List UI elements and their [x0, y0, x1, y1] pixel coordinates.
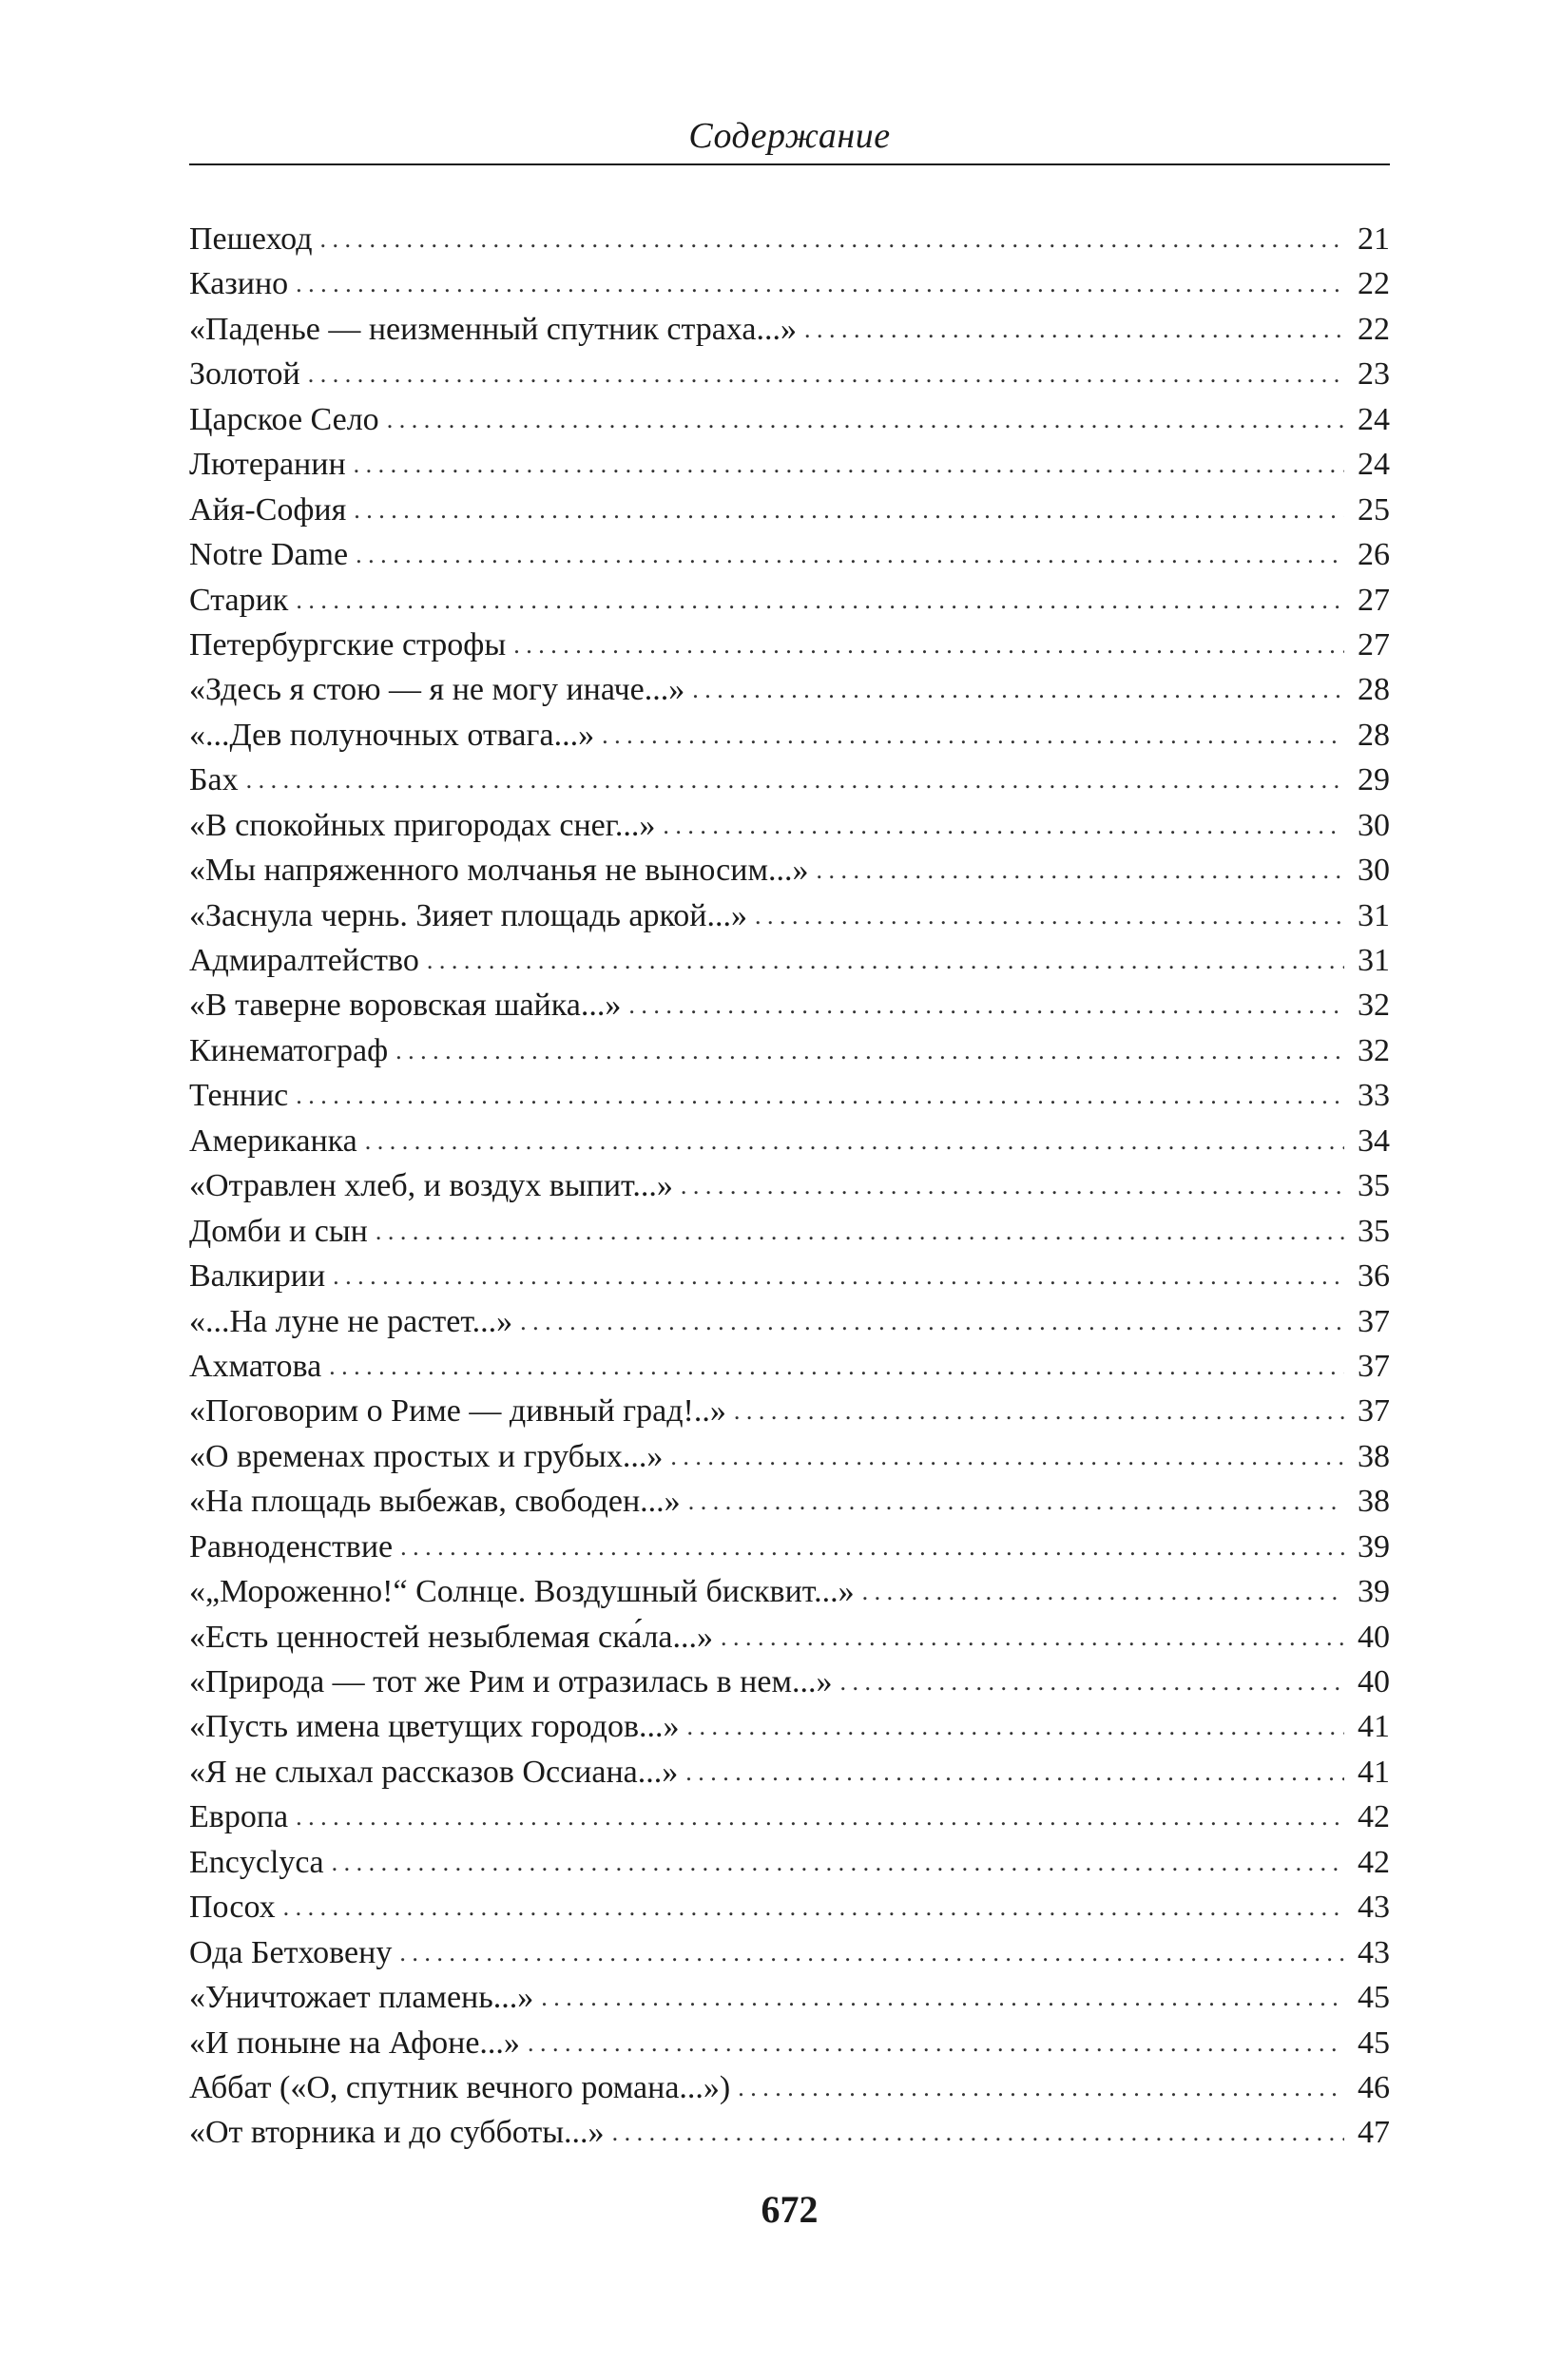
toc-entry-title: «Отравлен хлеб, и воздух выпит...» — [189, 1168, 673, 1204]
toc-entry-page-number: 46 — [1358, 2069, 1390, 2105]
dot-leader — [670, 1434, 1344, 1479]
dot-leader — [520, 1299, 1344, 1344]
dot-leader — [681, 1163, 1344, 1208]
toc-entry-page-number: 43 — [1358, 1890, 1390, 1926]
toc-entry[interactable] — [189, 1615, 1390, 1660]
toc-entry-title: Encyclyca — [189, 1844, 324, 1880]
toc-entry[interactable] — [189, 1254, 1390, 1298]
toc-entry-title: Золотой — [189, 356, 300, 393]
toc-entry-page-number: 37 — [1358, 1348, 1390, 1384]
dot-leader — [387, 397, 1344, 442]
toc-entry[interactable] — [189, 1840, 1390, 1885]
toc-entry-page-number: 27 — [1358, 582, 1390, 618]
dot-leader — [685, 1750, 1344, 1795]
dot-leader — [541, 1975, 1344, 2020]
dot-leader — [528, 2021, 1344, 2065]
toc-entry[interactable] — [189, 1525, 1390, 1569]
dot-leader — [513, 623, 1344, 667]
dot-leader — [400, 1525, 1344, 1569]
toc-entry-page-number: 35 — [1358, 1213, 1390, 1249]
dot-leader — [354, 442, 1344, 487]
toc-entry-title: «В таверне воровская шайка...» — [189, 988, 622, 1024]
toc-entry[interactable] — [189, 1975, 1390, 2020]
table-of-contents — [189, 217, 1390, 2156]
toc-entry-title: «...Дев полуночных отвага...» — [189, 717, 595, 753]
dot-leader — [628, 983, 1344, 1027]
toc-entry[interactable] — [189, 2110, 1390, 2155]
running-head: Содержание — [688, 116, 891, 156]
dot-leader — [612, 2110, 1344, 2155]
dot-leader — [320, 217, 1345, 261]
toc-entry[interactable] — [189, 1795, 1390, 1839]
toc-entry-title: «Уничтожает пламень...» — [189, 1980, 534, 2016]
toc-entry-page-number: 37 — [1358, 1303, 1390, 1339]
dot-leader — [839, 1660, 1344, 1704]
toc-entry-title: «Паденье — неизменный спутник страха...» — [189, 311, 797, 347]
toc-entry[interactable] — [189, 1073, 1390, 1118]
toc-entry-title: «Поговорим о Риме — дивный град!..» — [189, 1393, 726, 1430]
toc-entry[interactable] — [189, 1299, 1390, 1344]
toc-entry[interactable] — [189, 352, 1390, 396]
toc-entry[interactable] — [189, 1163, 1390, 1208]
dot-leader — [804, 307, 1344, 352]
toc-entry-title: «О временах простых и грубых...» — [189, 1438, 664, 1474]
toc-entry-page-number: 24 — [1358, 401, 1390, 437]
toc-entry-title: «Природа — тот же Рим и отразилась в нем...» — [189, 1664, 833, 1699]
toc-entry[interactable] — [189, 667, 1390, 712]
toc-entry[interactable] — [189, 217, 1390, 261]
toc-entry-title: Адмиралтейство — [189, 943, 419, 978]
toc-entry[interactable] — [189, 532, 1390, 577]
toc-entry-page-number: 25 — [1358, 491, 1390, 528]
toc-entry[interactable] — [189, 983, 1390, 1027]
toc-entry-title: «Я не слыхал рассказов Оссиана...» — [189, 1754, 679, 1790]
toc-entry-title: Американка — [189, 1123, 357, 1159]
toc-entry-page-number: 43 — [1358, 1934, 1390, 1970]
toc-entry-page-number: 27 — [1358, 626, 1390, 662]
toc-entry-page-number: 26 — [1358, 537, 1390, 573]
toc-entry-page-number: 34 — [1358, 1123, 1390, 1159]
dot-leader — [296, 261, 1344, 306]
toc-entry-page-number: 22 — [1358, 266, 1390, 302]
header-rule — [189, 163, 1390, 165]
toc-entry-page-number: 30 — [1358, 853, 1390, 889]
toc-entry[interactable] — [189, 1569, 1390, 1614]
toc-entry-page-number: 45 — [1358, 1980, 1390, 2016]
dot-leader — [296, 578, 1344, 623]
toc-entry-title: Ода Бетховену — [189, 1934, 393, 1970]
toc-entry-page-number: 38 — [1358, 1484, 1390, 1520]
toc-entry[interactable] — [189, 1119, 1390, 1163]
toc-entry[interactable] — [189, 1209, 1390, 1254]
toc-entry-page-number: 22 — [1358, 311, 1390, 347]
toc-entry-title: «Есть ценностей незыблемая ска́ла...» — [189, 1619, 714, 1655]
toc-entry[interactable] — [189, 1660, 1390, 1704]
toc-entry-page-number: 40 — [1358, 1619, 1390, 1655]
dot-leader — [862, 1569, 1344, 1614]
toc-entry-page-number: 42 — [1358, 1799, 1390, 1835]
dot-leader — [687, 1704, 1345, 1749]
toc-entry-title: «Пусть имена цветущих городов...» — [189, 1709, 680, 1745]
toc-entry[interactable] — [189, 307, 1390, 352]
toc-entry[interactable] — [189, 893, 1390, 938]
toc-entry-page-number: 38 — [1358, 1438, 1390, 1474]
toc-entry-title: Теннис — [189, 1078, 289, 1114]
toc-entry-title: Равноденствие — [189, 1528, 394, 1564]
toc-entry-title: Лютеранин — [189, 447, 346, 483]
toc-entry[interactable] — [189, 1479, 1390, 1524]
toc-entry-title: «От вторника и до субботы...» — [189, 2115, 605, 2151]
toc-entry[interactable] — [189, 1389, 1390, 1433]
toc-entry-page-number: 23 — [1358, 356, 1390, 393]
toc-entry-title: Царское Село — [189, 401, 379, 437]
toc-entry[interactable] — [189, 397, 1390, 442]
dot-leader — [602, 713, 1344, 758]
toc-entry-page-number: 24 — [1358, 447, 1390, 483]
toc-entry-title: Валкирии — [189, 1258, 326, 1295]
dot-leader — [283, 1885, 1344, 1929]
toc-entry-title: «„Мороженно!“ Солнце. Воздушный бисквит...» — [189, 1574, 855, 1610]
dot-leader — [755, 893, 1344, 938]
dot-leader — [308, 352, 1344, 396]
toc-entry-title: Посох — [189, 1890, 276, 1926]
toc-entry-title: Ахматова — [189, 1348, 322, 1384]
dot-leader — [399, 1930, 1344, 1975]
toc-entry-title: «Мы напряженного молчанья не выносим...» — [189, 853, 809, 889]
dot-leader — [246, 758, 1344, 802]
page-number: 672 — [761, 2188, 819, 2231]
toc-entry-page-number: 28 — [1358, 717, 1390, 753]
toc-entry[interactable] — [189, 1028, 1390, 1073]
toc-entry-page-number: 35 — [1358, 1168, 1390, 1204]
dot-leader — [354, 488, 1344, 532]
toc-entry-title: Петербургские строфы — [189, 626, 507, 662]
toc-entry-title: «...На луне не растет...» — [189, 1303, 513, 1339]
toc-entry-title: Notre Dame — [189, 537, 349, 573]
toc-entry-page-number: 39 — [1358, 1528, 1390, 1564]
toc-entry-page-number: 45 — [1358, 2025, 1390, 2061]
dot-leader — [333, 1254, 1344, 1298]
toc-entry-page-number: 47 — [1358, 2115, 1390, 2151]
toc-entry-page-number: 39 — [1358, 1574, 1390, 1610]
toc-entry-page-number: 31 — [1358, 943, 1390, 978]
toc-entry[interactable] — [189, 1885, 1390, 1929]
dot-leader — [365, 1119, 1344, 1163]
toc-entry-page-number: 42 — [1358, 1844, 1390, 1880]
toc-entry[interactable] — [189, 1750, 1390, 1795]
toc-entry-title: «И поныне на Афоне...» — [189, 2025, 520, 2061]
toc-entry[interactable] — [189, 488, 1390, 532]
toc-entry-page-number: 37 — [1358, 1393, 1390, 1430]
toc-entry[interactable] — [189, 758, 1390, 802]
toc-entry[interactable] — [189, 1434, 1390, 1479]
toc-entry-page-number: 32 — [1358, 1032, 1390, 1068]
dot-leader — [332, 1840, 1344, 1885]
dot-leader — [296, 1073, 1344, 1118]
toc-entry[interactable] — [189, 848, 1390, 892]
toc-entry[interactable] — [189, 261, 1390, 306]
dot-leader — [738, 2065, 1344, 2110]
toc-entry-page-number: 36 — [1358, 1258, 1390, 1295]
toc-entry-title: «В спокойных пригородах снег...» — [189, 807, 656, 843]
toc-entry-title: Казино — [189, 266, 289, 302]
dot-leader — [376, 1209, 1344, 1254]
dot-leader — [329, 1344, 1344, 1389]
toc-entry-title: Бах — [189, 762, 239, 798]
dot-leader — [816, 848, 1344, 892]
toc-entry-page-number: 29 — [1358, 762, 1390, 798]
dot-leader — [692, 667, 1344, 712]
toc-entry-page-number: 33 — [1358, 1078, 1390, 1114]
toc-entry[interactable] — [189, 2021, 1390, 2065]
toc-entry[interactable] — [189, 2065, 1390, 2110]
toc-entry-title: «Здесь я стою — я не могу иначе...» — [189, 672, 685, 708]
dot-leader — [296, 1795, 1344, 1839]
dot-leader — [721, 1615, 1344, 1660]
toc-entry[interactable] — [189, 442, 1390, 487]
toc-entry-page-number: 28 — [1358, 672, 1390, 708]
toc-entry-title: «Заснула чернь. Зияет площадь аркой...» — [189, 897, 747, 933]
toc-entry[interactable] — [189, 938, 1390, 983]
toc-entry[interactable] — [189, 1344, 1390, 1389]
toc-entry-title: Европа — [189, 1799, 289, 1835]
toc-entry-page-number: 32 — [1358, 988, 1390, 1024]
toc-entry-page-number: 40 — [1358, 1664, 1390, 1699]
dot-leader — [663, 803, 1344, 848]
toc-entry-title: Кинематограф — [189, 1032, 389, 1068]
toc-entry-page-number: 30 — [1358, 807, 1390, 843]
dot-leader — [734, 1389, 1344, 1433]
toc-entry-title: Домби и сын — [189, 1213, 368, 1249]
toc-entry[interactable] — [189, 623, 1390, 667]
toc-entry-title: «На площадь выбежав, свободен...» — [189, 1484, 681, 1520]
toc-entry-page-number: 21 — [1358, 221, 1390, 257]
dot-leader — [427, 938, 1344, 983]
toc-entry[interactable] — [189, 1930, 1390, 1975]
dot-leader — [356, 532, 1344, 577]
toc-entry-page-number: 41 — [1358, 1754, 1390, 1790]
toc-entry[interactable] — [189, 713, 1390, 758]
toc-entry-page-number: 31 — [1358, 897, 1390, 933]
toc-entry-title: Старик — [189, 582, 289, 618]
toc-entry[interactable] — [189, 803, 1390, 848]
toc-entry-title: Айя-София — [189, 491, 347, 528]
dot-leader — [395, 1028, 1344, 1073]
dot-leader — [688, 1479, 1344, 1524]
toc-entry[interactable] — [189, 1704, 1390, 1749]
toc-entry-title: Аббат («О, спутник вечного романа...») — [189, 2069, 731, 2105]
toc-entry-title: Пешеход — [189, 221, 313, 257]
toc-entry-page-number: 41 — [1358, 1709, 1390, 1745]
toc-entry[interactable] — [189, 578, 1390, 623]
